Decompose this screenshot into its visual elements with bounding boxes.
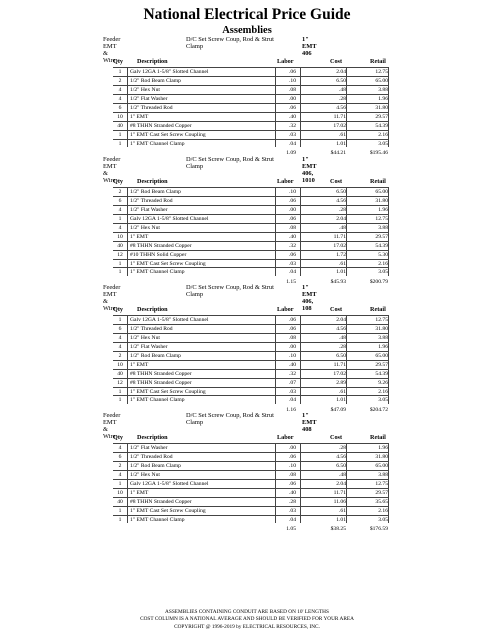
- total-cost: $45.93: [330, 278, 346, 285]
- row-labor: .08: [289, 224, 296, 231]
- row-retail: 2.16: [378, 131, 388, 138]
- row-cost: .48: [339, 471, 346, 478]
- row-labor: .04: [289, 516, 296, 523]
- row-retail: 31.80: [375, 104, 388, 111]
- row-description: Galv 12GA 1-5/8" Slotted Channel: [130, 480, 209, 487]
- row-retail: 31.80: [375, 325, 388, 332]
- row-retail: 1.96: [378, 445, 388, 451]
- col-description: Description: [137, 306, 168, 313]
- table-divider: [388, 67, 389, 147]
- row-description: Galv 12GA 1-5/8" Slotted Channel: [130, 215, 209, 222]
- row-retail: 65.00: [375, 462, 388, 469]
- row-cost: .28: [339, 95, 346, 102]
- row-labor: .40: [289, 489, 296, 496]
- row-labor: .00: [289, 95, 296, 102]
- row-qty: 6: [118, 325, 122, 332]
- col-retail: Retail: [370, 178, 386, 185]
- row-retail: 2.16: [378, 507, 388, 514]
- row-retail: 3.88: [378, 471, 388, 478]
- row-qty: 1: [118, 269, 122, 276]
- total-labor: 1.15: [286, 278, 296, 285]
- row-retail: 3.88: [378, 224, 388, 231]
- row-labor: .10: [289, 77, 296, 84]
- table-divider: [127, 443, 128, 523]
- row-labor: .10: [289, 352, 296, 359]
- row-retail: 1.96: [378, 206, 388, 213]
- row-retail: 65.00: [375, 189, 388, 195]
- row-labor: .03: [289, 131, 296, 138]
- col-qty: Qty: [113, 306, 123, 313]
- row-cost: 6.50: [336, 352, 346, 359]
- row-retail: 1.96: [378, 95, 388, 102]
- total-labor: 1.05: [286, 525, 296, 532]
- row-description: 1/2" Hex Nut: [130, 334, 160, 341]
- table-divider: [300, 67, 301, 147]
- row-description: #8 THHN Stranded Copper: [130, 122, 192, 129]
- row-description: 1" EMT: [130, 489, 149, 496]
- table-divider: [275, 443, 276, 523]
- row-labor: .06: [289, 215, 296, 222]
- total-cost: $44.21: [330, 149, 346, 156]
- col-labor: Labor: [277, 434, 294, 441]
- row-retail: 54.39: [375, 370, 388, 377]
- row-description: 1" EMT: [130, 361, 149, 368]
- row-labor: .06: [289, 325, 296, 332]
- row-qty: 2: [118, 77, 122, 84]
- row-qty: 40: [117, 242, 123, 249]
- row-description: 1" EMT: [130, 233, 149, 240]
- row-qty: 4: [118, 95, 122, 102]
- col-labor: Labor: [277, 58, 294, 65]
- row-description: 1/2" Threaded Rod: [130, 197, 173, 204]
- col-qty: Qty: [113, 434, 123, 441]
- row-retail: 3.05: [378, 140, 388, 147]
- table-divider: [300, 187, 301, 276]
- row-description: 1/2" Flat Washer: [130, 343, 168, 350]
- col-retail: Retail: [370, 58, 386, 65]
- row-qty: 1: [118, 131, 122, 138]
- row-qty: 10: [117, 489, 123, 496]
- row-qty: 4: [118, 445, 122, 451]
- row-retail: 12.75: [375, 215, 388, 222]
- row-qty: 40: [117, 122, 123, 129]
- table-divider: [388, 315, 389, 404]
- col-description: Description: [137, 434, 168, 441]
- row-qty: 2: [118, 352, 122, 359]
- col-qty: Qty: [113, 178, 123, 185]
- assembly-item: 1" EMT 406, 108: [302, 284, 317, 312]
- row-description: 1" EMT Cast Set Screw Coupling: [130, 260, 206, 267]
- row-description: 1/2" Flat Washer: [130, 206, 168, 213]
- row-qty: 1: [118, 516, 122, 523]
- row-qty: 1: [118, 317, 122, 323]
- row-cost: 6.50: [336, 189, 346, 195]
- row-description: 1/2" Hex Nut: [130, 86, 160, 93]
- col-cost: Cost: [330, 178, 343, 185]
- row-retail: 2.16: [378, 260, 388, 267]
- table-divider: [127, 67, 128, 147]
- row-description: 1/2" Rod Beam Clamp: [130, 189, 181, 195]
- page-footer: [0, 609, 494, 631]
- row-description: #10 THHN Solid Copper: [130, 251, 187, 258]
- row-retail: 65.00: [375, 352, 388, 359]
- row-qty: 1: [118, 388, 122, 395]
- row-labor: .03: [289, 507, 296, 514]
- row-qty: 1: [118, 215, 122, 222]
- row-retail: 12.75: [375, 69, 388, 75]
- col-retail: Retail: [370, 306, 386, 313]
- row-qty: 1: [118, 507, 122, 514]
- row-cost: .61: [339, 131, 346, 138]
- col-description: Description: [137, 58, 168, 65]
- row-qty: 10: [117, 361, 123, 368]
- col-labor: Labor: [277, 178, 294, 185]
- row-labor: .08: [289, 471, 296, 478]
- row-cost: 4.56: [336, 104, 346, 111]
- feeder-label: Feeder EMT & Wire: [103, 156, 121, 184]
- row-cost: .48: [339, 224, 346, 231]
- total-retail: $195.46: [369, 149, 388, 156]
- row-cost: 6.50: [336, 77, 346, 84]
- table-divider: [300, 315, 301, 404]
- table-divider: [275, 187, 276, 276]
- row-description: 1" EMT Cast Set Screw Coupling: [130, 507, 206, 514]
- row-retail: 9.26: [378, 379, 388, 386]
- total-cost: $38.25: [330, 525, 346, 532]
- row-retail: 3.05: [378, 269, 388, 276]
- row-cost: 4.56: [336, 197, 346, 204]
- col-qty: Qty: [113, 58, 123, 65]
- table-divider: [388, 187, 389, 276]
- row-labor: .00: [289, 343, 296, 350]
- col-description: Description: [137, 178, 168, 185]
- row-description: 1" EMT Channel Clamp: [130, 140, 185, 147]
- table-divider: [127, 187, 128, 276]
- row-retail: 29.57: [375, 233, 388, 240]
- row-retail: 3.88: [378, 86, 388, 93]
- row-retail: 35.65: [375, 498, 388, 505]
- table-divider: [275, 315, 276, 404]
- row-labor: .28: [289, 498, 296, 505]
- row-cost: .61: [339, 507, 346, 514]
- row-description: Galv 12GA 1-5/8" Slotted Channel: [130, 317, 209, 323]
- row-qty: 2: [118, 462, 122, 469]
- row-qty: 4: [118, 343, 122, 350]
- row-labor: .10: [289, 189, 296, 195]
- row-labor: .04: [289, 269, 296, 276]
- total-labor: 1.09: [286, 149, 296, 156]
- table-divider: [346, 443, 347, 523]
- row-cost: 2.04: [336, 69, 346, 75]
- table-divider: [346, 67, 347, 147]
- row-retail: 29.57: [375, 361, 388, 368]
- row-labor: .32: [289, 242, 296, 249]
- row-labor: .06: [289, 480, 296, 487]
- assembly-description: D/C Set Screw Coup, Rod & Strut Clamp: [186, 36, 274, 51]
- row-qty: 40: [117, 498, 123, 505]
- row-qty: 4: [118, 86, 122, 93]
- col-labor: Labor: [277, 306, 294, 313]
- row-labor: .06: [289, 197, 296, 204]
- row-cost: 4.56: [336, 325, 346, 332]
- row-retail: 29.57: [375, 113, 388, 120]
- row-qty: 10: [117, 233, 123, 240]
- row-labor: .03: [289, 260, 296, 267]
- table-divider: [346, 315, 347, 404]
- assembly-item: 1" EMT 408: [302, 412, 317, 433]
- row-cost: 2.04: [336, 215, 346, 222]
- footer-note-lengths: ASSEMBLIES CONTAINING CONDUIT ARE BASED ON 10' LENGTHS: [165, 609, 329, 615]
- row-labor: .04: [289, 140, 296, 147]
- row-cost: 11.71: [333, 361, 346, 368]
- row-qty: 12: [117, 251, 123, 258]
- row-description: 1/2" Threaded Rod: [130, 325, 173, 332]
- assembly-description: D/C Set Screw Coup, Rod & Strut Clamp: [186, 412, 274, 427]
- row-cost: 1.72: [336, 251, 346, 258]
- row-description: 1" EMT Cast Set Screw Coupling: [130, 131, 206, 138]
- row-cost: .48: [339, 86, 346, 93]
- row-labor: .40: [289, 361, 296, 368]
- row-description: 1" EMT: [130, 113, 149, 120]
- row-labor: .06: [289, 453, 296, 460]
- row-description: #8 THHN Stranded Copper: [130, 242, 192, 249]
- row-labor: .08: [289, 334, 296, 341]
- row-cost: 1.01: [336, 269, 346, 276]
- row-qty: 2: [118, 189, 122, 195]
- row-description: #8 THHN Stranded Copper: [130, 370, 192, 377]
- row-qty: 4: [118, 224, 122, 231]
- row-cost: 17.02: [333, 242, 346, 249]
- row-description: 1/2" Rod Beam Clamp: [130, 462, 181, 469]
- assembly-description: D/C Set Screw Coup, Rod & Strut Clamp: [186, 284, 274, 299]
- row-qty: 1: [118, 480, 122, 487]
- row-labor: .32: [289, 122, 296, 129]
- row-qty: 4: [118, 471, 122, 478]
- footer-copyright: COPYRIGHT @ 1996-2019 by ELECTRICAL RESOURCES, INC.: [174, 623, 320, 630]
- row-cost: 6.50: [336, 462, 346, 469]
- row-retail: 3.88: [378, 334, 388, 341]
- row-cost: .48: [339, 334, 346, 341]
- table-divider: [300, 443, 301, 523]
- row-description: 1/2" Hex Nut: [130, 471, 160, 478]
- row-description: 1/2" Threaded Rod: [130, 453, 173, 460]
- row-cost: 2.04: [336, 317, 346, 323]
- row-labor: .40: [289, 113, 296, 120]
- row-retail: 3.05: [378, 516, 388, 523]
- row-qty: 1: [118, 260, 122, 267]
- row-description: 1" EMT Channel Clamp: [130, 397, 185, 404]
- row-retail: 12.75: [375, 480, 388, 487]
- footer-note-cost: COST COLUMN IS A NATIONAL AVERAGE AND SHOULD BE VERIFIED FOR YOUR AREA: [140, 616, 354, 623]
- row-labor: .40: [289, 233, 296, 240]
- row-labor: .06: [289, 317, 296, 323]
- row-cost: 1.01: [336, 397, 346, 404]
- row-qty: 6: [118, 197, 122, 204]
- row-retail: 31.80: [375, 453, 388, 460]
- row-retail: 2.16: [378, 388, 388, 395]
- row-description: #8 THHN Stranded Copper: [130, 379, 192, 386]
- row-labor: .06: [289, 104, 296, 111]
- row-qty: 4: [118, 206, 122, 213]
- col-retail: Retail: [370, 434, 386, 441]
- row-description: 1/2" Rod Beam Clamp: [130, 352, 181, 359]
- row-labor: .07: [289, 379, 296, 386]
- table-divider: [388, 443, 389, 523]
- row-description: 1/2" Threaded Rod: [130, 104, 173, 111]
- page-title: National Electrical Price Guide: [143, 6, 351, 23]
- row-qty: 40: [117, 370, 123, 377]
- row-cost: .28: [339, 343, 346, 350]
- feeder-label: Feeder EMT & Wire: [103, 284, 121, 312]
- item-table: [113, 315, 388, 404]
- assembly-item: 1" EMT 406: [302, 36, 317, 57]
- row-cost: .28: [339, 206, 346, 213]
- row-description: #8 THHN Stranded Copper: [130, 498, 192, 505]
- row-labor: .00: [289, 445, 296, 451]
- row-qty: 1: [118, 140, 122, 147]
- row-labor: .10: [289, 462, 296, 469]
- total-cost: $47.09: [330, 406, 346, 413]
- row-cost: .61: [339, 388, 346, 395]
- row-labor: .00: [289, 206, 296, 213]
- col-cost: Cost: [330, 434, 343, 441]
- feeder-label: Feeder EMT & Wire: [103, 36, 121, 64]
- row-qty: 1: [118, 397, 122, 404]
- row-qty: 6: [118, 104, 122, 111]
- total-retail: $176.59: [369, 525, 388, 532]
- row-labor: .04: [289, 397, 296, 404]
- row-qty: 1: [118, 69, 122, 75]
- row-cost: 11.06: [333, 498, 346, 505]
- row-cost: .28: [339, 445, 346, 451]
- assembly-item: 1" EMT 406, 1010: [302, 156, 317, 184]
- row-labor: .08: [289, 86, 296, 93]
- row-qty: 4: [118, 334, 122, 341]
- row-description: 1/2" Rod Beam Clamp: [130, 77, 181, 84]
- row-description: 1" EMT Channel Clamp: [130, 516, 185, 523]
- row-retail: 29.57: [375, 489, 388, 496]
- table-divider: [127, 315, 128, 404]
- row-labor: .32: [289, 370, 296, 377]
- row-description: Galv 12GA 1-5/8" Slotted Channel: [130, 69, 209, 75]
- row-labor: .06: [289, 251, 296, 258]
- row-cost: .61: [339, 260, 346, 267]
- row-description: 1" EMT Cast Set Screw Coupling: [130, 388, 206, 395]
- assembly-description: D/C Set Screw Coup, Rod & Strut Clamp: [186, 156, 274, 171]
- table-divider: [275, 67, 276, 147]
- col-cost: Cost: [330, 306, 343, 313]
- item-table: [113, 443, 388, 523]
- row-description: 1" EMT Channel Clamp: [130, 269, 185, 276]
- page-subtitle: Assemblies: [222, 25, 272, 36]
- row-cost: 11.71: [333, 233, 346, 240]
- table-divider: [346, 187, 347, 276]
- row-cost: 17.02: [333, 370, 346, 377]
- row-retail: 12.75: [375, 317, 388, 323]
- row-retail: 3.05: [378, 397, 388, 404]
- row-retail: 54.39: [375, 122, 388, 129]
- row-cost: 11.71: [333, 113, 346, 120]
- row-cost: 2.04: [336, 480, 346, 487]
- row-description: 1/2" Flat Washer: [130, 95, 168, 102]
- row-retail: 54.39: [375, 242, 388, 249]
- row-labor: .03: [289, 388, 296, 395]
- assembly-total: [113, 525, 388, 534]
- total-retail: $204.72: [369, 406, 388, 413]
- row-qty: 6: [118, 453, 122, 460]
- item-table: [113, 67, 388, 147]
- row-description: 1/2" Hex Nut: [130, 224, 160, 231]
- row-retail: 1.96: [378, 343, 388, 350]
- row-cost: 1.01: [336, 140, 346, 147]
- row-cost: 11.71: [333, 489, 346, 496]
- row-qty: 12: [117, 379, 123, 386]
- row-retail: 31.80: [375, 197, 388, 204]
- row-qty: 10: [117, 113, 123, 120]
- row-retail: 5.30: [378, 251, 388, 258]
- row-retail: 65.00: [375, 77, 388, 84]
- row-cost: 4.56: [336, 453, 346, 460]
- total-retail: $200.79: [369, 278, 388, 285]
- total-labor: 1.16: [286, 406, 296, 413]
- row-cost: 1.01: [336, 516, 346, 523]
- item-table: [113, 187, 388, 276]
- row-labor: .06: [289, 69, 296, 75]
- feeder-label: Feeder EMT & Wire: [103, 412, 121, 440]
- col-cost: Cost: [330, 58, 343, 65]
- row-cost: 17.02: [333, 122, 346, 129]
- row-cost: 2.89: [336, 379, 346, 386]
- row-description: 1/2" Flat Washer: [130, 445, 168, 451]
